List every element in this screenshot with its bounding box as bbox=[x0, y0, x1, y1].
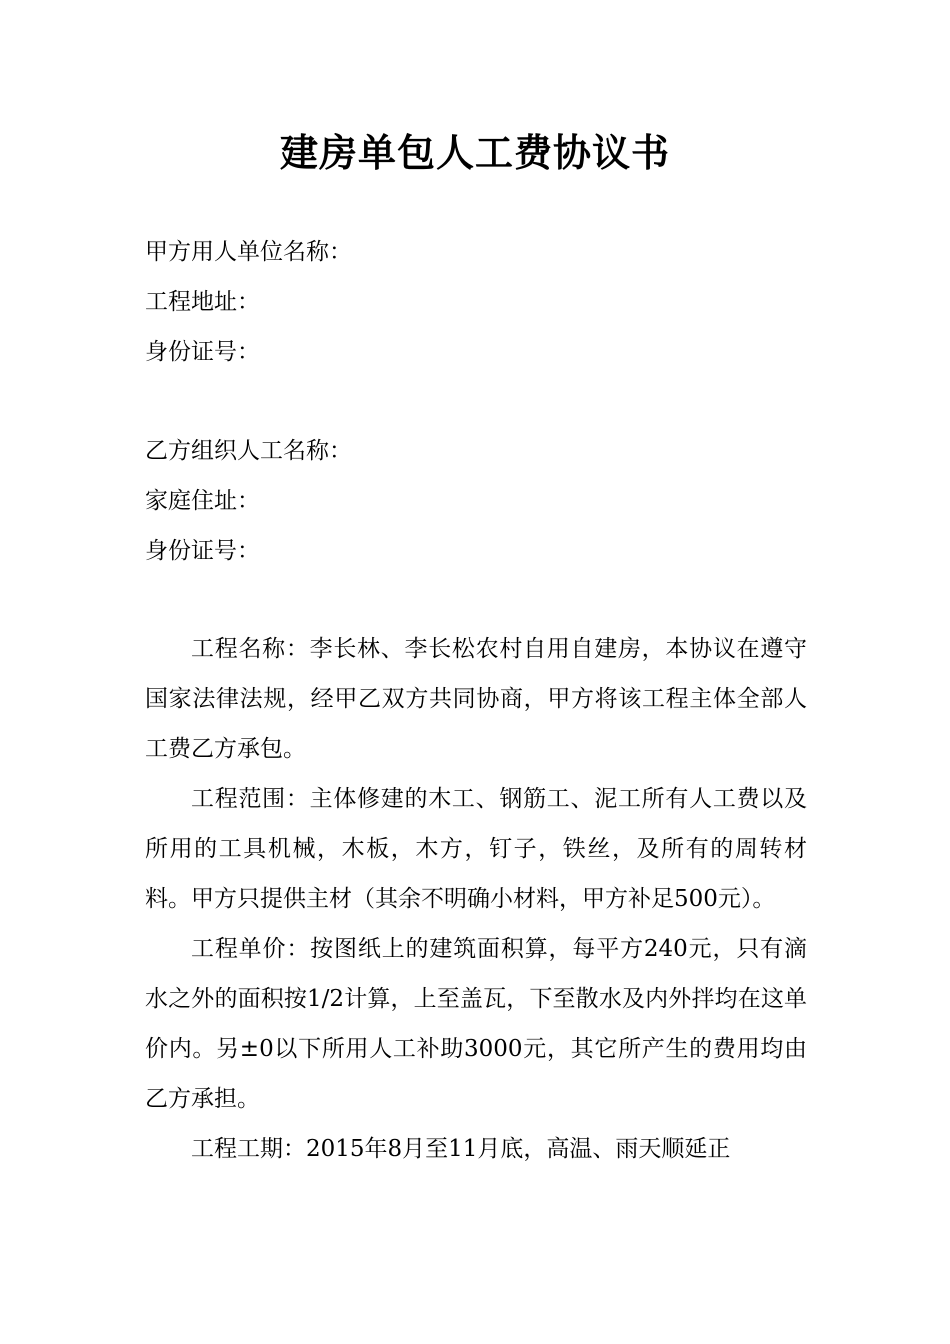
party-b-id-label: 身份证号： bbox=[145, 538, 260, 564]
paragraph-schedule: 工程工期：2015年8月至11月底，高温、雨天顺延正 bbox=[191, 1136, 731, 1162]
document-title: 建房单包人工费协议书 bbox=[279, 130, 670, 175]
paragraph-unit-price: 工程单价：按图纸上的建筑面积算，每平方240元，只有滴水之外的面积按1/2计算，上至盖瓦，下至散水及内外拌均在这单价内。另±0以下所用人工补助3000元，其它所产生的费用均由乙方承担。 bbox=[145, 936, 807, 1112]
party-a-section bbox=[145, 227, 825, 377]
party-a-unit-name-label: 甲方用人单位名称： bbox=[145, 239, 352, 265]
agreement-body bbox=[145, 624, 807, 1174]
party-a-id-label: 身份证号： bbox=[145, 339, 260, 365]
party-b-section bbox=[145, 426, 825, 576]
paragraph-project-name: 工程名称：李长林、李长松农村自用自建房，本协议在遵守国家法律法规，经甲乙双方共同协商，甲方将该工程主体全部人工费乙方承包。 bbox=[145, 636, 807, 762]
party-b-org-name-label: 乙方组织人工名称： bbox=[145, 438, 352, 464]
home-address-label: 家庭住址： bbox=[145, 488, 260, 514]
paragraph-project-scope: 工程范围：主体修建的木工、钢筋工、泥工所有人工费以及所用的工具机械，木板，木方，钉子，铁丝，及所有的周转材料。甲方只提供主材（其余不明确小材料，甲方补足500元）。 bbox=[145, 786, 807, 912]
project-address-label: 工程地址： bbox=[145, 289, 260, 315]
